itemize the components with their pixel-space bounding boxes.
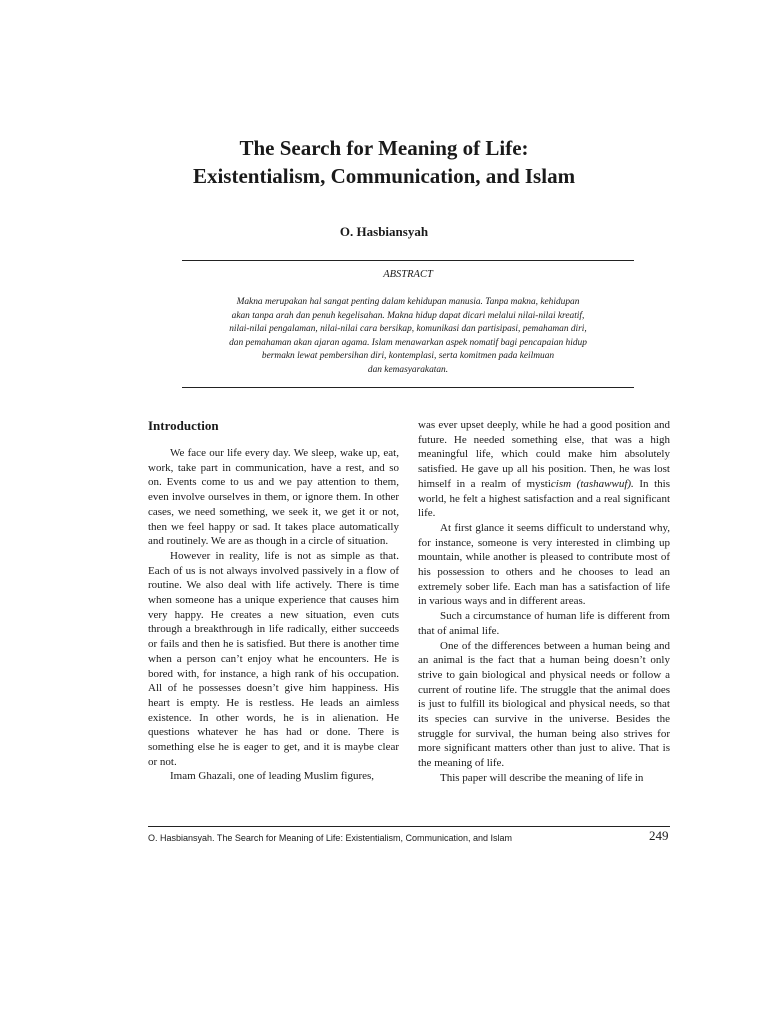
body-paragraph: We face our life every day. We sleep, wake up, eat, work, take part in communication, have a rest, and so on. Events come to us and we pay attention to them, even involve ourselves in them, or ignore them. In other cases, we need something, we seek it, we get it or not, then we feel happy or sad. It takes place automatically and routinely. We are as though in a circle of situation. <box>148 447 399 548</box>
abstract-top-rule <box>182 260 634 261</box>
italic-term: cism (tashawwuf). <box>550 477 634 490</box>
body-paragraph: This paper will describe the meaning of life in <box>440 771 644 784</box>
abstract-line: Makna merupakan hal sangat penting dalam kehidupan manusia. Tanpa makna, kehidupan <box>236 297 580 307</box>
title-line-2: Existentialism, Communication, and Islam <box>192 164 576 188</box>
body-paragraph: However in reality, life is not as simple as that. Each of us is not always involved passively in a flow of routine. We also deal with life actively. There is time when someone has a unique experience that causes him very happy. He creates a new situation, even cuts through a breakthrough in life radically, either succeeds or fails and then he is satisfied. But there is another time when a person can’t enjoy what he encounters. He is bored with, for instance, a high rank of his occupation. All of he possesses doesn’t give him happiness. His heart is empty. He is restless. He leads an aimless existence. In other words, he is in alienation. He questions whatever he has had or done. There is something else he is eager to get, and it is maybe clear or not. <box>148 549 399 768</box>
body-paragraph: Such a circumstance of human life is different from that of animal life. <box>418 610 670 637</box>
title-line-1: The Search for Meaning of Life: <box>239 136 529 160</box>
abstract-line: bermakn lewat pembersihan diri, kontemplasi, serta komitmen pada keilmuan <box>261 351 555 361</box>
left-column <box>148 446 399 784</box>
abstract-line: dan kemasyarakatan. <box>367 364 449 375</box>
footer-rule <box>148 826 670 827</box>
abstract-bottom-rule <box>182 387 634 388</box>
page-number: 249 <box>649 828 669 843</box>
body-paragraph: Imam Ghazali, one of leading Muslim figures, <box>170 770 375 783</box>
author-name: O. Hasbiansyah <box>339 224 429 239</box>
body-text: In this world, he felt a highest satisfaction and a real significant life. <box>418 477 670 520</box>
abstract-body <box>182 296 634 377</box>
body-paragraph: At first glance it seems difficult to understand why, for instance, someone is very interested in climbing up mountain, while another is pleased to contribute most of his possession to others and he chooses to lead an extremely sober life. Each man has a satisfaction of life in various ways and in different areas. <box>418 521 670 608</box>
abstract-line: dan pemahaman akan ajaran agama. Islam menawarkan aspek nomatif bagi pencapaian hidup <box>229 337 587 348</box>
body-paragraph: One of the differences between a human being and an animal is the fact that a human being doesn’t only strive to gain biological and physical needs or follow a current of routine life. The struggle that the animal does is just to fulfill its biological and physical needs, so that its species can survive in the universe. Besides the struggle for survival, the human being also strives for more significant matters other than just to alive. That is the meaning of life. <box>418 639 670 770</box>
body-text: was ever upset deeply, while he had a good position and future. He needed something else, that was a high meaningful life, which could make him absolutely satisfied. He gave up all his position. Then, he was lost himself in a realm of mysti <box>418 419 670 490</box>
section-heading-introduction: Introduction <box>148 418 219 433</box>
right-column <box>418 418 670 786</box>
body-paragraph <box>418 418 670 521</box>
paper-title <box>0 134 768 190</box>
abstract-label: ABSTRACT <box>383 269 433 280</box>
running-footer: O. Hasbiansyah. The Search for Meaning of Life: Existentialism, Communication, and Islam <box>148 833 513 843</box>
abstract-line: nilai-nilai pengalaman, nilai-nilai cara bersikap, komunikasi dan partisipasi, pemahaman diri, <box>229 324 587 334</box>
abstract-line: akan tanpa arah dan penuh kegelisahan. Makna hidup dapat dicari melalui nilai-nilai kreatif, <box>231 310 585 321</box>
